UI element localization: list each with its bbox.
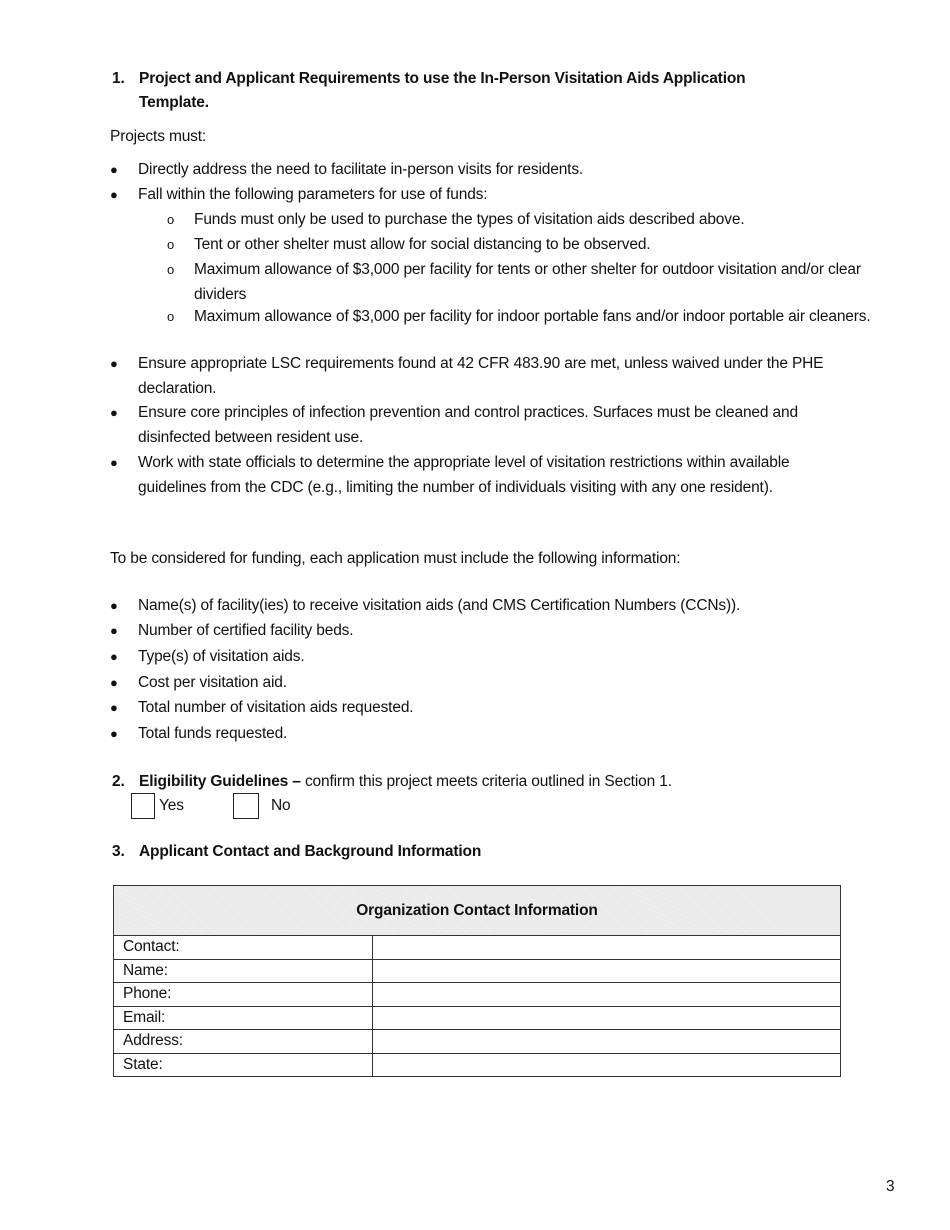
sub-list-item: o Maximum allowance of $3,000 per facility for indoor portable fans and/or indoor portable air cleaners. — [167, 308, 871, 325]
table-row — [114, 936, 841, 960]
yes-option[interactable] — [131, 793, 184, 819]
table-row — [114, 1053, 841, 1077]
table-header: Organization Contact Information — [114, 886, 841, 936]
list-item: ● Directly address the need to facilitate in-person visits for residents. — [110, 161, 584, 178]
list-item: ● Number of certified facility beds. — [110, 622, 354, 639]
section-title: Project and Applicant Requirements to use the In-Person Visitation Aids Application — [139, 70, 746, 87]
sub-list-item: o Tent or other shelter must allow for social distancing to be observed. — [167, 236, 651, 253]
table-row — [114, 983, 841, 1007]
row-label: Name: — [114, 959, 373, 983]
list-item: ● Ensure appropriate LSC requirements found at 42 CFR 483.90 are met, unless waived under the PHE declaration. — [110, 355, 824, 397]
list-item: ● Name(s) of facility(ies) to receive visitation aids (and CMS Certification Numbers (CCNs)). — [110, 597, 741, 614]
section-number: 3. — [112, 843, 125, 860]
list-item: ● Total number of visitation aids requested. — [110, 699, 414, 716]
yes-checkbox[interactable] — [131, 793, 155, 819]
email-field[interactable] — [373, 1006, 841, 1030]
section-text: confirm this project meets criteria outlined in Section 1. — [300, 773, 672, 790]
no-label: No — [271, 797, 291, 814]
list-item: ● Total funds requested. — [110, 725, 288, 742]
list-item: ● Ensure core principles of infection prevention and control practices. Surfaces must be cleaned and disinfected between resident use. — [110, 404, 798, 446]
list-item: ● Cost per visitation aid. — [110, 674, 287, 691]
section-title: Applicant Contact and Background Information — [139, 843, 482, 860]
name-field[interactable] — [373, 959, 841, 983]
contact-field[interactable] — [373, 936, 841, 960]
yes-label: Yes — [159, 797, 184, 814]
row-label: Email: — [114, 1006, 373, 1030]
list-item: ● Work with state officials to determine the appropriate level of visitation restrictions within available guidelines from the CDC (e.g., limiting the number of individuals visiting with any one resident). — [110, 454, 790, 496]
address-field[interactable] — [373, 1030, 841, 1054]
organization-contact-table — [113, 885, 841, 1077]
section-title: Eligibility Guidelines – — [139, 773, 301, 790]
section-title-cont: Template. — [139, 94, 209, 111]
list-item: ● Fall within the following parameters for use of funds: — [110, 186, 488, 203]
projects-must-label: Projects must: — [110, 128, 207, 145]
table-row — [114, 1030, 841, 1054]
sub-list-item: o Funds must only be used to purchase the types of visitation aids described above. — [167, 211, 745, 228]
no-option[interactable] — [233, 793, 291, 819]
row-label: Phone: — [114, 983, 373, 1007]
state-field[interactable] — [373, 1053, 841, 1077]
section-number: 2. — [112, 773, 125, 790]
table-row — [114, 959, 841, 983]
list-item: ● Type(s) of visitation aids. — [110, 648, 305, 665]
row-label: Contact: — [114, 936, 373, 960]
page-number: 3 — [886, 1178, 895, 1195]
row-label: Address: — [114, 1030, 373, 1054]
funding-intro: To be considered for funding, each application must include the following information: — [110, 550, 681, 567]
section-number: 1. — [112, 70, 125, 87]
row-label: State: — [114, 1053, 373, 1077]
table-row — [114, 1006, 841, 1030]
no-checkbox[interactable] — [233, 793, 259, 819]
phone-field[interactable] — [373, 983, 841, 1007]
sub-list-item: o Maximum allowance of $3,000 per facility for tents or other shelter for outdoor visitation and/or clear dividers — [167, 261, 861, 303]
